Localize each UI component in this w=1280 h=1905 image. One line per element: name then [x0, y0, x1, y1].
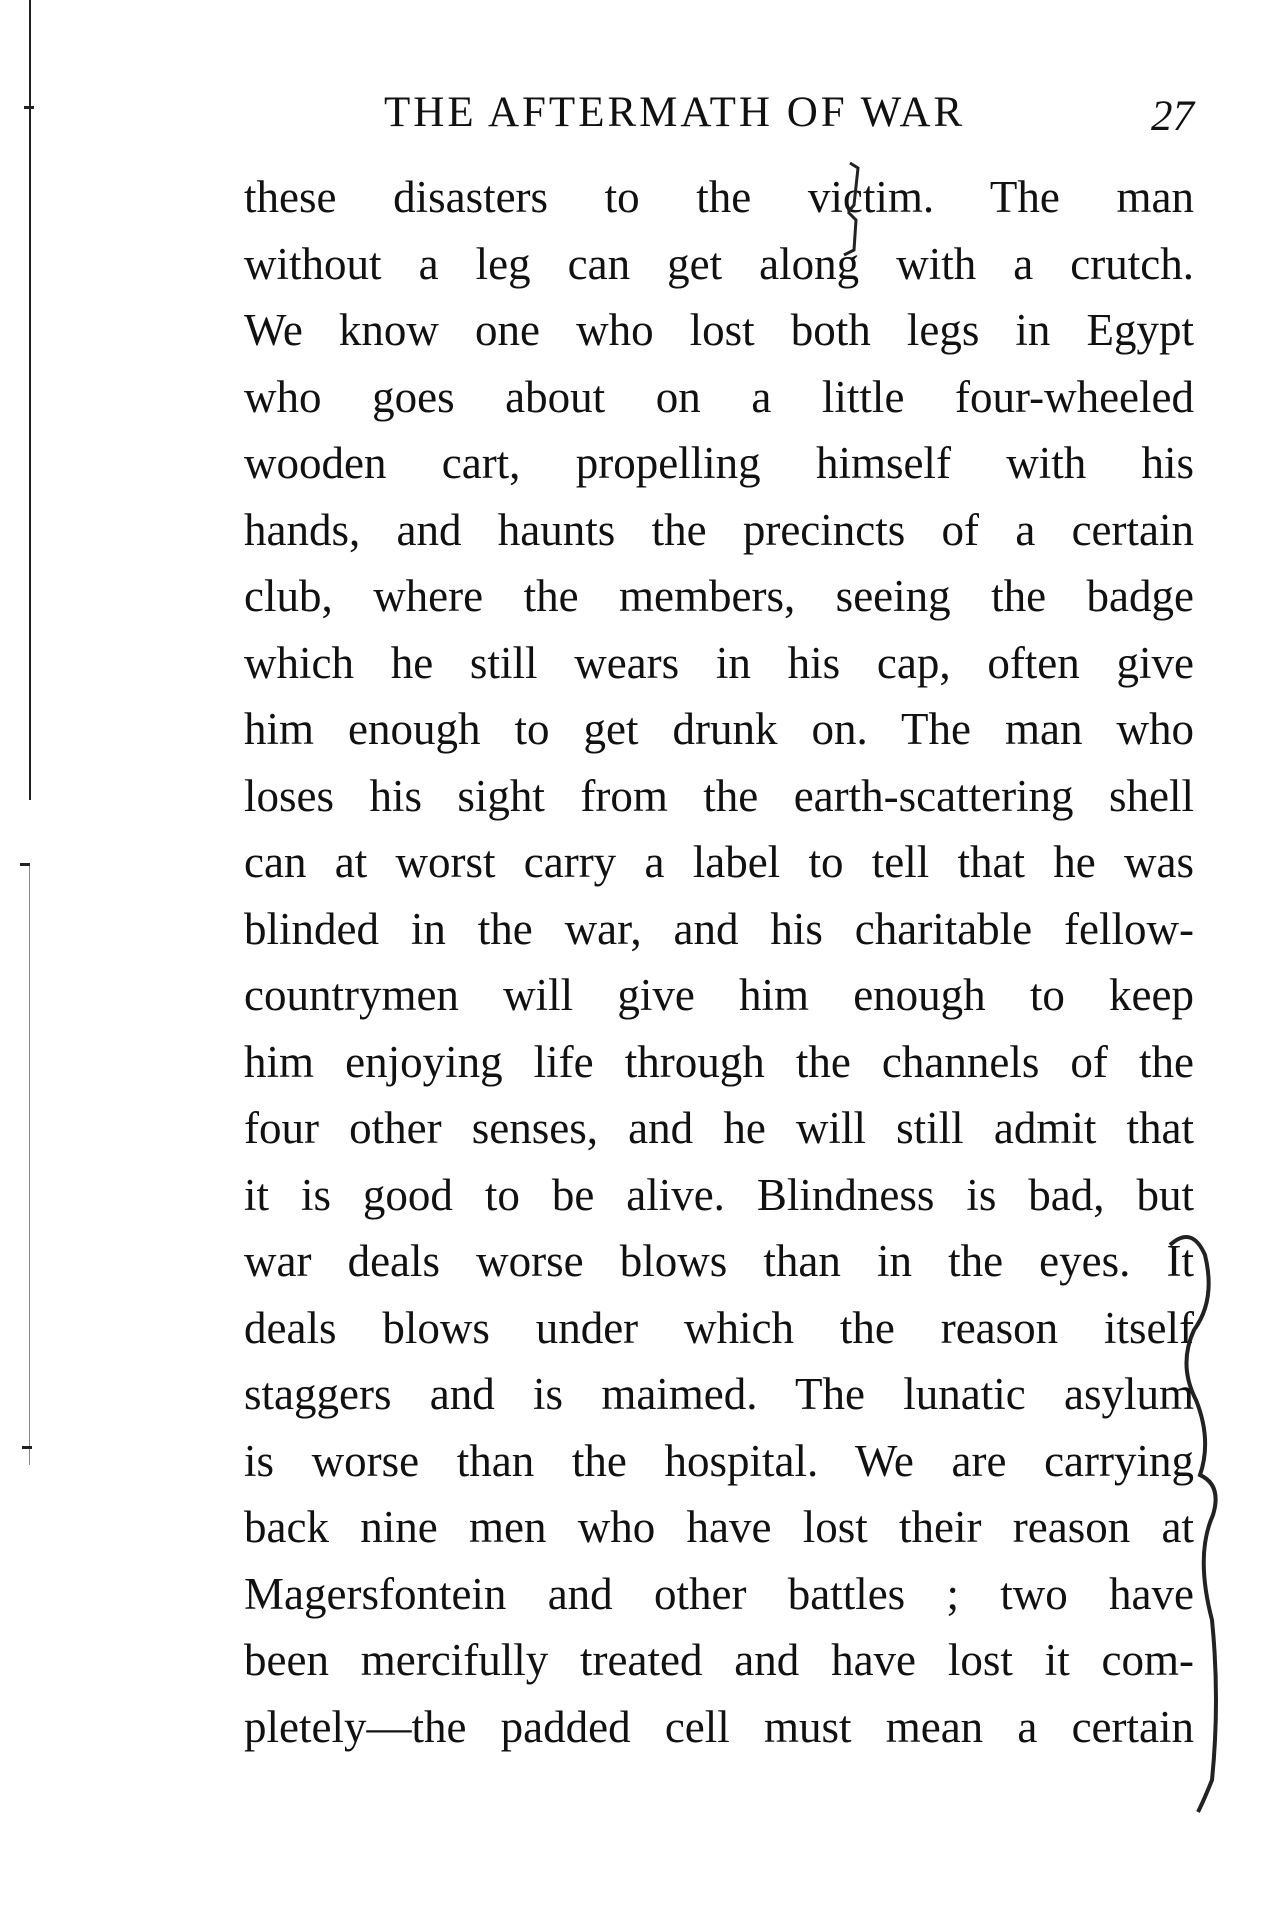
- text-line: pletely—the padded cell must mean a certain: [244, 1701, 1194, 1752]
- text-line: is worse than the hospital. We are carrying: [244, 1435, 1194, 1486]
- text-line: loses his sight from the earth-scattering shell: [244, 770, 1194, 821]
- text-line: him enough to get drunk on. The man who: [244, 704, 1194, 754]
- text-line: four other senses, and he will still admit that: [244, 1103, 1194, 1153]
- text-line: these disasters to the victim. The man: [244, 172, 1194, 222]
- text-line: it is good to be alive. Blindness is bad, but: [244, 1169, 1194, 1220]
- text-line: can at worst carry a label to tell that he was: [244, 837, 1194, 887]
- text-line: back nine men who have lost their reason at: [244, 1502, 1194, 1552]
- text-line: without a leg can get along with a crutch.: [244, 238, 1194, 289]
- text-line: which he still wears in his cap, often give: [244, 637, 1194, 688]
- text-line: war deals worse blows than in the eyes. It: [244, 1236, 1194, 1286]
- text-line: Magersfontein and other battles ; two have: [244, 1568, 1194, 1619]
- text-line: countrymen will give him enough to keep: [244, 970, 1194, 1020]
- text-line: staggers and is maimed. The lunatic asylum: [244, 1369, 1194, 1419]
- text-line: hands, and haunts the precincts of a certain: [244, 504, 1194, 555]
- text-line: deals blows under which the reason itself: [244, 1302, 1194, 1353]
- text-line: him enjoying life through the channels of the: [244, 1036, 1194, 1087]
- running-title: THE AFTERMATH OF WAR: [384, 89, 966, 136]
- text-line: We know one who lost both legs in Egypt: [244, 305, 1194, 355]
- text-line: who goes about on a little four-wheeled: [244, 371, 1194, 422]
- text-line: been mercifully treated and have lost it com-: [244, 1635, 1194, 1685]
- page-number: 27: [1151, 93, 1194, 140]
- text-line: wooden cart, propelling himself with his: [244, 438, 1194, 488]
- text-line: club, where the members, seeing the badge: [244, 571, 1194, 621]
- bracket-mark-large: [1170, 1237, 1216, 1812]
- text-line: blinded in the war, and his charitable fellow-: [244, 903, 1194, 954]
- bracket-mark-small: [844, 163, 858, 255]
